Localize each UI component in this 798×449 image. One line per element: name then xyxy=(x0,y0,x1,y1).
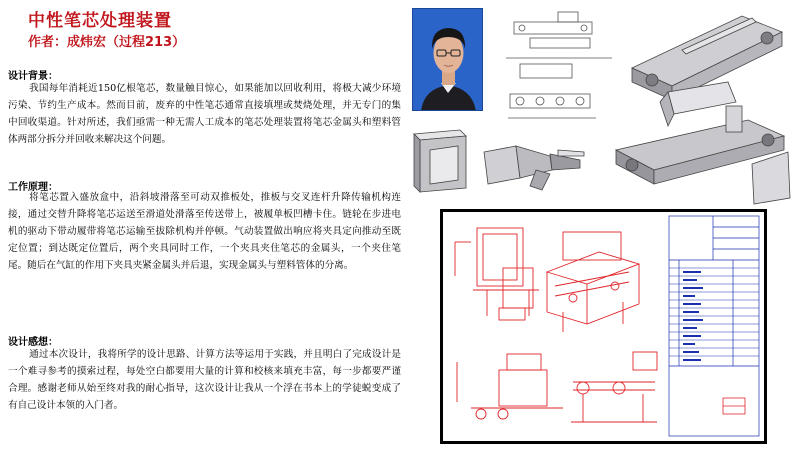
assembly-drawing xyxy=(440,209,767,444)
hopper-render-image xyxy=(608,80,794,205)
reflection-text: 通过本次设计，我将所学的设计思路、计算方法等运用于实践，并且明白了完成设计是一个难寻参考的摸索过程，每处空白都要用大量的计算和校核来填充丰富，每一步都要严谨合理。感谢老师从始至终对我的耐心指导，这次设计让我从一个浮在书本上的学徒蜕变成了有自己设计本领的入门者。 xyxy=(8,349,401,411)
principle-text: 将笔芯置入盛放盒中，沿斜坡滑落至可动双推板处，推板与交叉连杆升降传输机构连接，通过交替升降将笔芯运送至滑道处滑落至传送带上，被履单板凹槽卡住。链轮在步进电机的驱动下带动履带将笔芯运输至拔除机构并停顿。气动装置做出响应将夹具定向推动至既定位置；到达既定位置后，两个夹具同时工作，一个夹具夹住笔芯的金属头，一个夹住笔尾。随后在气缸的作用下夹具夹紧金属头并后退，实现金属头与塑料管体的分离。 xyxy=(8,192,401,271)
poster-title: 中性笔芯处理装置 xyxy=(28,11,172,31)
background-heading: 设计背景： xyxy=(8,71,58,82)
background-text: 我国每年消耗近150亿根笔芯，数量触目惊心，如果能加以回收利用，将极大减少环境污染、节约生产成本。然而目前，废弃的中性笔芯通常直接填埋或焚烧处理，并无专门的集中回收渠道。针对所述，我们亟需一种无需人工成本的笔芯处理装置将笔芯金属头和塑料管体两部分拆分并回收来解决这个问题。 xyxy=(8,83,401,145)
reflection-heading: 设计感想： xyxy=(8,337,58,348)
ramp-part-image xyxy=(410,126,472,198)
principle-heading: 工作原理： xyxy=(8,182,58,193)
author-line: 作者：成炜宏（过程213） xyxy=(28,35,186,50)
chain-drawing-image xyxy=(500,8,618,126)
gripper-render-image xyxy=(480,130,590,202)
author-photo xyxy=(412,8,483,111)
